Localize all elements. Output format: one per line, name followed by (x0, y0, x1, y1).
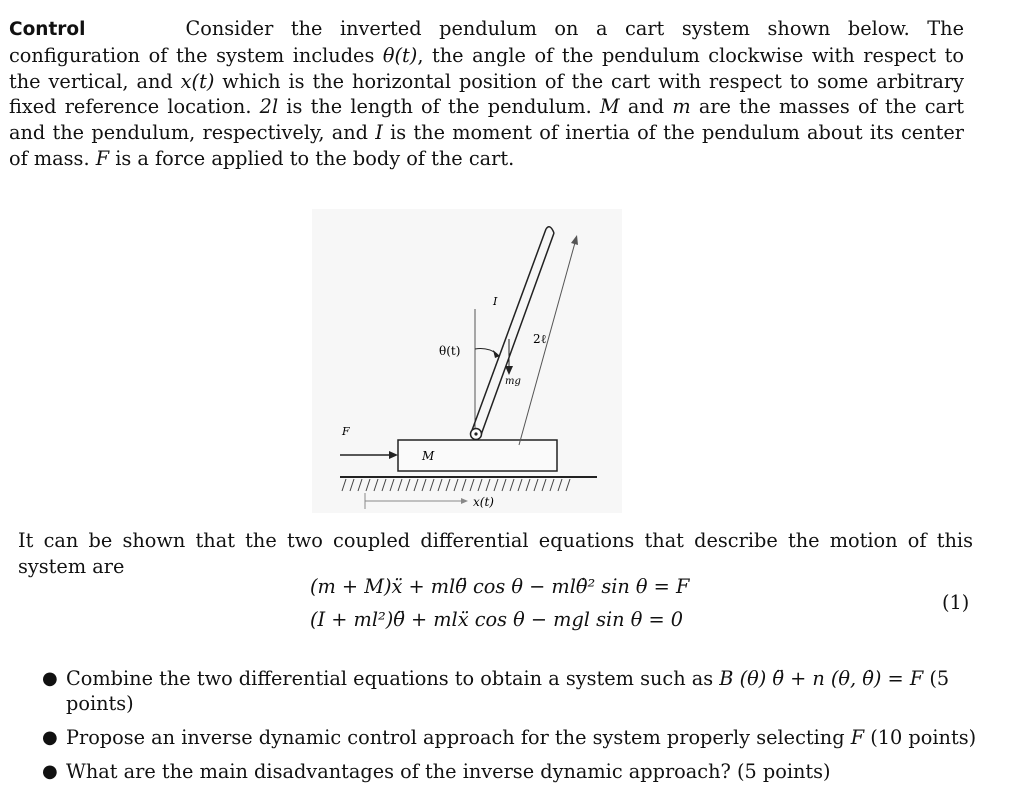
intro-text-7: is the moment of inertia of the pendulum about its center of mass. (9, 121, 964, 170)
force-label: F (342, 425, 350, 438)
bullet-icon: ● (42, 668, 58, 689)
pendulum-diagram (312, 209, 622, 513)
gravity-label: mg (505, 376, 521, 387)
list-item (42, 666, 982, 716)
pendulum-rod-left (471, 229, 546, 433)
gravity-arrowhead (505, 366, 513, 375)
bullet-icon: ● (42, 727, 58, 748)
inertia-symbol: I (375, 121, 383, 145)
bullet-2-text-a: Propose an inverse dynamic control approach for the system properly selecting (66, 726, 851, 749)
task-list (42, 666, 982, 793)
bullet-1-formula: B (θ) θ̈ + n (θ, θ̇) = F (719, 667, 924, 690)
bullet-3-text-a: What are the main disadvantages of the inverse dynamic approach? (5 points) (66, 760, 831, 783)
bullet-icon: ● (42, 761, 58, 782)
length-symbol: 2l (259, 95, 279, 119)
intro-text-8: is a force applied to the body of the cart. (109, 146, 515, 170)
equation-number: (1) (942, 591, 970, 614)
cart-mass-label: M (422, 449, 435, 463)
pivot-dot (474, 432, 477, 435)
force-symbol: F (95, 146, 110, 170)
intro-text-1: Consider the inverted pendulum on a cart system shown below. The configuration of the system includes (9, 17, 964, 67)
bullet-2-text-b: (10 points) (864, 726, 977, 749)
intro-text-4: is the length of the pendulum. (278, 95, 600, 119)
ground-hatching (342, 479, 570, 491)
equation-1: (m + M)ẍ + mlθ̈ cos θ − mlθ̇² sin θ = F (310, 575, 690, 598)
problem-statement (9, 16, 964, 172)
bullet-1-text-a: Combine the two differential equations to obtain a system such as (66, 667, 720, 690)
theta-symbol: θ(t) (382, 43, 418, 67)
intro-text-2: , the angle of the pendulum clockwise with respect to the vertical, and (9, 43, 964, 93)
cart-mass-symbol: M (599, 95, 620, 119)
intro-text-5: and (619, 95, 673, 119)
equations-intro: It can be shown that the two coupled differential equations that describe the motion of this system are (18, 529, 973, 578)
bullet-1-text-b: (5 points) (66, 667, 950, 715)
theta-label: θ(t) (439, 344, 461, 358)
section-heading: Control (9, 19, 86, 40)
equation-2: (I + ml²)θ̈ + mlẍ cos θ − mgl sin θ = 0 (310, 608, 683, 631)
length-dimension-line (519, 239, 576, 445)
list-item (42, 759, 982, 784)
pendulum-mass-symbol: m (672, 95, 691, 119)
intro-text-6: are the masses of the cart and the pendulum, respectively, and (9, 95, 965, 145)
position-arrowhead (461, 498, 468, 504)
intro-text-3: which is the horizontal position of the cart with respect to some arbitrary fixed reference location. (9, 69, 964, 119)
length-arrowhead (571, 235, 578, 245)
pendulum-cart-figure (312, 209, 622, 513)
equation-system (310, 570, 730, 636)
x-symbol: x(t) (180, 69, 215, 93)
inertia-label: I (493, 295, 498, 308)
list-item (42, 725, 982, 750)
force-arrowhead (389, 451, 398, 459)
pendulum-top (546, 227, 554, 233)
position-label: x(t) (473, 495, 494, 509)
length-label: 2ℓ (533, 332, 547, 346)
bullet-2-formula: F (850, 726, 865, 749)
